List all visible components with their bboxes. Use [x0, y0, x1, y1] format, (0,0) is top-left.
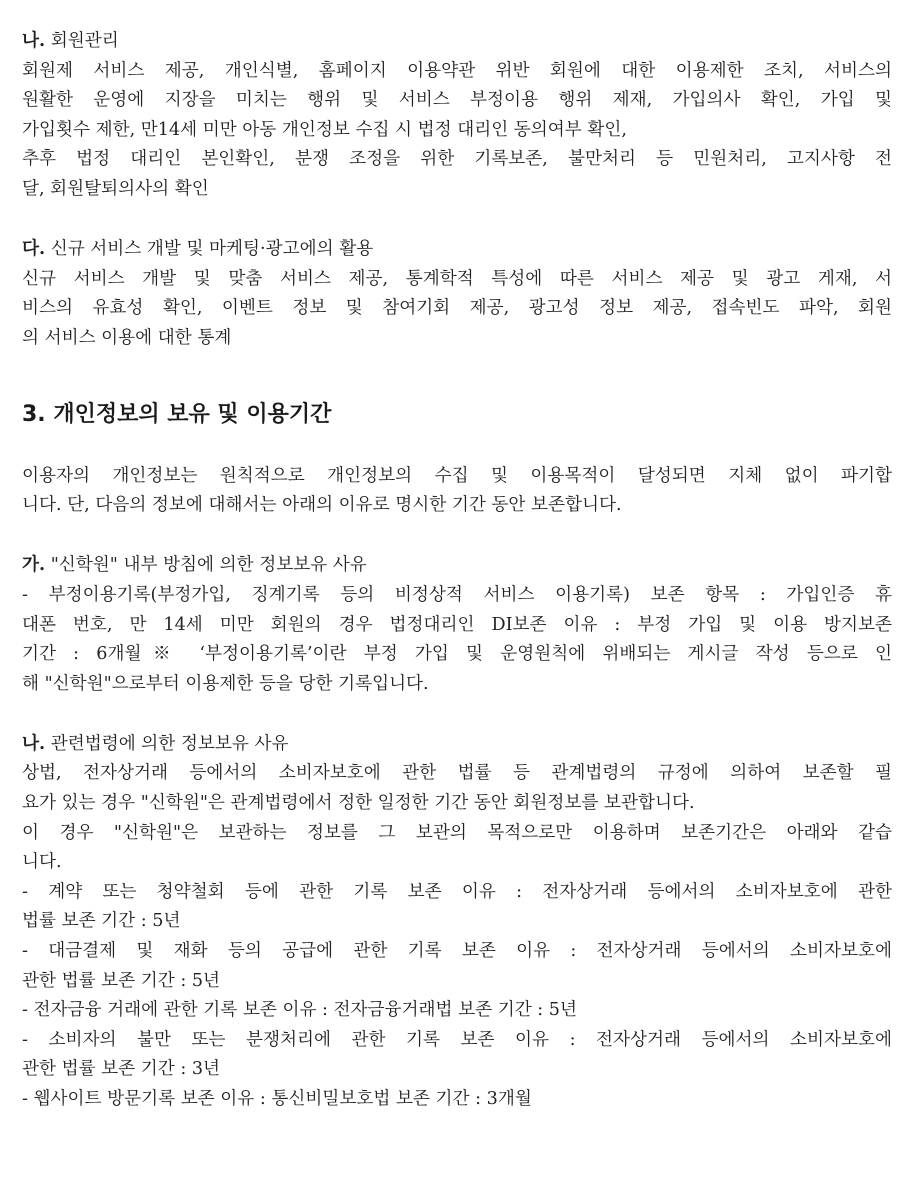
- paragraph-line: 이 경우 "신학원"은 보관하는 정보를 그 보관의 목적으로만 이용하며 보존기간은 아래와 같습: [22, 822, 892, 843]
- paragraph-line: - 부정이용기록(부정가입, 징계기록 등의 비정상적 서비스 이용기록) 보존 항목 : 가입인증 휴: [22, 584, 892, 605]
- paragraph-line: 요가 있는 경우 "신학원"은 관계법령에서 정한 일정한 기간 동안 회원정보를 보관합니다.: [22, 793, 695, 814]
- paragraph-line: 해 "신학원"으로부터 이용제한 등을 당한 기록입니다.: [22, 673, 429, 694]
- paragraph-line: 상법, 전자상거래 등에서의 소비자보호에 관한 법률 등 관계법령의 규정에 의하여 보존할 필: [22, 763, 892, 784]
- list-item: - 웹사이트 방문기록 보존 이유 : 통신비밀보호법 보존 기간 : 3개월: [22, 1089, 532, 1109]
- paragraph-line: 의 서비스 이용에 대한 통계: [22, 327, 232, 348]
- paragraph-line: 가입횟수 제한, 만14세 미만 아동 개인정보 수집 시 법정 대리인 동의여부 확인,: [22, 119, 627, 140]
- section-title-text: 신규 서비스 개발 및 마케팅·광고에의 활용: [45, 239, 374, 260]
- list-item-continued: 관한 법률 보존 기간 : 5년: [22, 970, 221, 991]
- section-legal-retention: [22, 729, 892, 1115]
- section-marker: 나.: [22, 30, 46, 51]
- section-marker: 다.: [22, 238, 46, 260]
- list-item-continued: 법률 보존 기간 : 5년: [22, 911, 181, 932]
- section-title-text: 관련법령에 의한 정보보유 사유: [45, 733, 289, 754]
- list-item-continued: 관한 법률 보존 기간 : 3년: [22, 1059, 221, 1080]
- paragraph-line: 추후 법정 대리인 본인확인, 분쟁 조정을 위한 기록보존, 불만처리 등 민원처리, 고지사항 전: [22, 149, 892, 170]
- list-item: - 계약 또는 청약철회 등에 관한 기록 보존 이유 : 전자상거래 등에서의 소비자보호에 관한: [22, 881, 892, 902]
- section-heading: 3. 개인정보의 보유 및 이용기간: [22, 401, 332, 427]
- paragraph-line: 달, 회원탈퇴의사의 확인: [22, 178, 209, 199]
- section-title: [22, 729, 892, 760]
- paragraph-line: 기간 : 6개월※ ‘부정이용기록’이란 부정 가입 및 운영원칙에 위배되는 게시글 작성 등으로 인: [22, 644, 892, 665]
- paragraph-line: 니다.: [22, 852, 62, 873]
- paragraph-line: 원활한 운영에 지장을 미치는 행위 및 서비스 부정이용 행위 제재, 가입의사 확인, 가입 및: [22, 90, 892, 111]
- list-item: - 대금결제 및 재화 등의 공급에 관한 기록 보존 이유 : 전자상거래 등에서의 소비자보호에: [22, 941, 892, 962]
- list-item: - 전자금융 거래에 관한 기록 보존 이유 : 전자금융거래법 보존 기간 : 5년: [22, 1000, 577, 1021]
- section-title: [22, 26, 892, 57]
- section-new-service-marketing: [22, 234, 892, 353]
- section-member-management: [22, 26, 892, 205]
- paragraph-line: 신규 서비스 개발 및 맞춤 서비스 제공, 통계학적 특성에 따른 서비스 제공 및 광고 게재, 서: [22, 268, 892, 289]
- section-title: [22, 550, 892, 581]
- paragraph-line: 대폰 번호, 만 14세 미만 회원의 경우 법정대리인 DI보존 이유 : 부정 가입 및 이용 방지보존: [22, 614, 892, 635]
- section-internal-policy: [22, 550, 892, 699]
- paragraph-line: 니다. 단, 다음의 정보에 대해서는 아래의 이유로 명시한 기간 동안 보존합니다.: [22, 495, 622, 516]
- paragraph-line: 비스의 유효성 확인, 이벤트 정보 및 참여기회 제공, 광고성 정보 제공, 접속빈도 파악, 회원: [22, 298, 892, 319]
- section-marker: 나.: [22, 732, 46, 754]
- section-title-text: "신학원" 내부 방침에 의한 정보보유 사유: [45, 555, 367, 576]
- paragraph-line: 회원제 서비스 제공, 개인식별, 홈페이지 이용약관 위반 회원에 대한 이용제한 조치, 서비스의: [22, 60, 892, 81]
- intro-paragraph: [22, 462, 892, 521]
- section-marker: 가.: [22, 554, 46, 576]
- paragraph-line: 이용자의 개인정보는 원칙적으로 개인정보의 수집 및 이용목적이 달성되면 지체 없이 파기합: [22, 465, 892, 486]
- list-item: - 소비자의 불만 또는 분쟁처리에 관한 기록 보존 이유 : 전자상거래 등에서의 소비자보호에: [22, 1029, 892, 1050]
- section-title-text: 회원관리: [45, 31, 119, 51]
- section-title: [22, 234, 892, 265]
